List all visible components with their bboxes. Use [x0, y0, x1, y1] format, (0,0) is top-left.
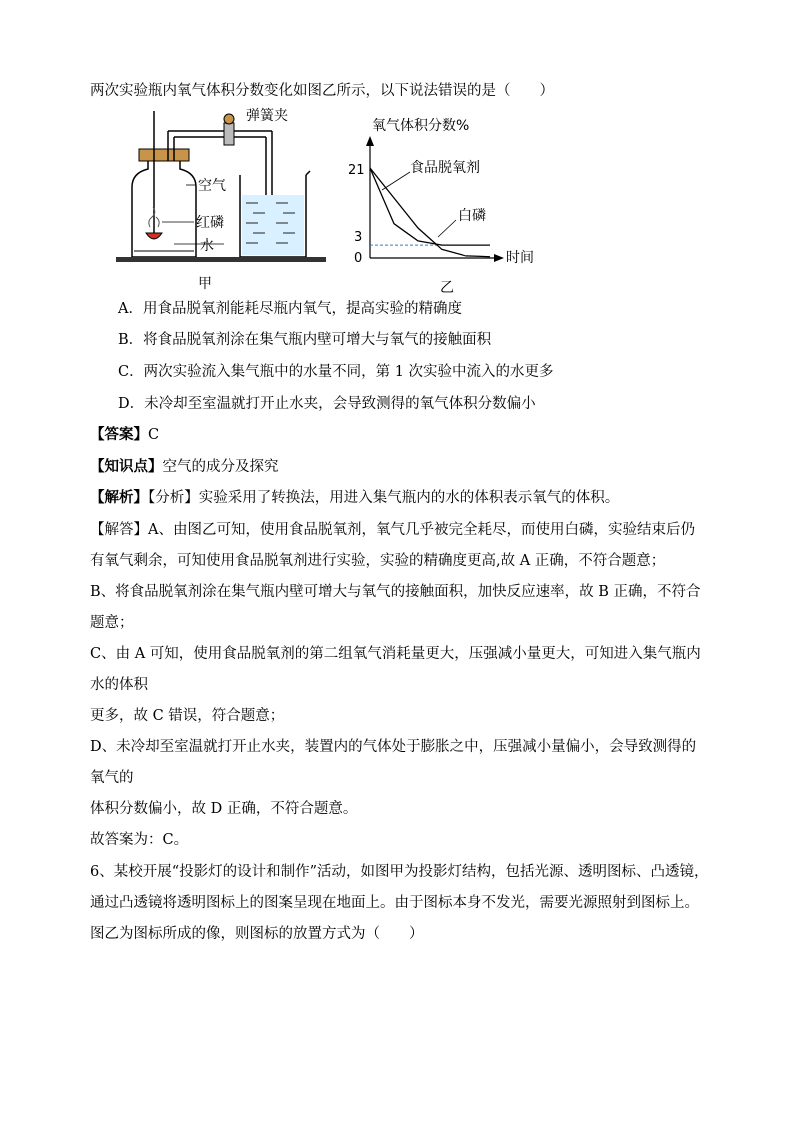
- answer-row: [90, 425, 159, 445]
- solution-line: 水的体积: [90, 677, 148, 693]
- analysis-row: [90, 488, 619, 508]
- knowledge-text: 空气的成分及探究: [162, 459, 279, 475]
- tick-3: 3: [354, 230, 363, 245]
- label-water: 水: [200, 238, 214, 254]
- label-red-phosphorus: 红磷: [196, 215, 224, 231]
- question-intro: 两次实验瓶内氧气体积分数变化如图乙所示，以下说法错误的是（ ）: [90, 83, 554, 99]
- solution-line: 故答案为：C。: [90, 832, 189, 848]
- curve-label-deoxidizer: 食品脱氧剂: [410, 160, 480, 176]
- option-d: D．未冷却至室温就打开止水夹，会导致测得的氧气体积分数偏小: [118, 396, 536, 412]
- label-clamp: 弹簧夹: [246, 108, 288, 124]
- chart-ylabel: 氧气体积分数%: [372, 118, 470, 134]
- option-b: B．将食品脱氧剂涂在集气瓶内壁可增大与氧气的接触面积: [118, 332, 492, 348]
- apparatus-figure: [108, 105, 338, 295]
- analysis-text: 【分析】实验采用了转换法，用进入集气瓶内的水的体积表示氧气的体积。: [148, 490, 620, 506]
- solution-line: 更多，故 C 错误，符合题意；: [90, 708, 285, 724]
- next-question-line: 通过凸透镜将透明图标上的图案呈现在地面上。由于图标本身不发光，需要光源照射到图标上。: [90, 895, 699, 911]
- label-air: 空气: [198, 178, 226, 194]
- series-line-1: [370, 168, 490, 245]
- solution-line: B、将食品脱氧剂涂在集气瓶内壁可增大与氧气的接触面积，加快反应速率，故 B 正确，不符合: [90, 584, 701, 600]
- solution-line: C、由 A 可知，使用食品脱氧剂的第二组氧气消耗量更大，压强减小量更大，可知进入集气瓶内: [90, 646, 701, 662]
- solution-line: 【解答】A、由图乙可知，使用食品脱氧剂，氧气几乎被完全耗尽，而使用白磷，实验结束后仍: [90, 522, 695, 538]
- answer-text: C: [148, 427, 160, 443]
- next-question-line: 6、某校开展“投影灯的设计和制作”活动，如图甲为投影灯结构，包括光源、透明图标、凸透镜，: [90, 864, 709, 880]
- solution-line: 有氧气剩余，可知使用食品脱氧剂进行实验，实验的精确度更高,故 A 正确，不符合题意；: [90, 553, 666, 569]
- option-c: C．两次实验流入集气瓶中的水量不同，第 1 次实验中流入的水更多: [118, 364, 554, 380]
- analysis-tag: 【解析】: [90, 489, 148, 506]
- answer-tag: 【答案】: [90, 426, 148, 443]
- tick-21: 21: [348, 163, 365, 178]
- caption-yi: 乙: [440, 280, 454, 295]
- solution-line: 氧气的: [90, 770, 134, 786]
- caption-jia: 甲: [198, 276, 212, 292]
- next-question-line: 图乙为图标所成的像，则图标的放置方式为（ ）: [90, 926, 424, 942]
- oxygen-chart: [340, 110, 550, 295]
- tick-origin: 0: [354, 251, 363, 266]
- solution-line: D、未冷却至室温就打开止水夹，装置内的气体处于膨胀之中，压强减小量偏小，会导致测得的: [90, 739, 697, 755]
- curve-label-white-phosphorus: 白磷: [458, 208, 486, 224]
- knowledge-row: [90, 457, 279, 477]
- chart-xlabel: 时间: [506, 250, 534, 266]
- solution-line: 题意；: [90, 615, 134, 631]
- option-a: A．用食品脱氧剂能耗尽瓶内氧气，提高实验的精确度: [118, 301, 462, 317]
- knowledge-tag: 【知识点】: [90, 458, 163, 475]
- solution-line: 体积分数偏小，故 D 正确，不符合题意。: [90, 801, 358, 817]
